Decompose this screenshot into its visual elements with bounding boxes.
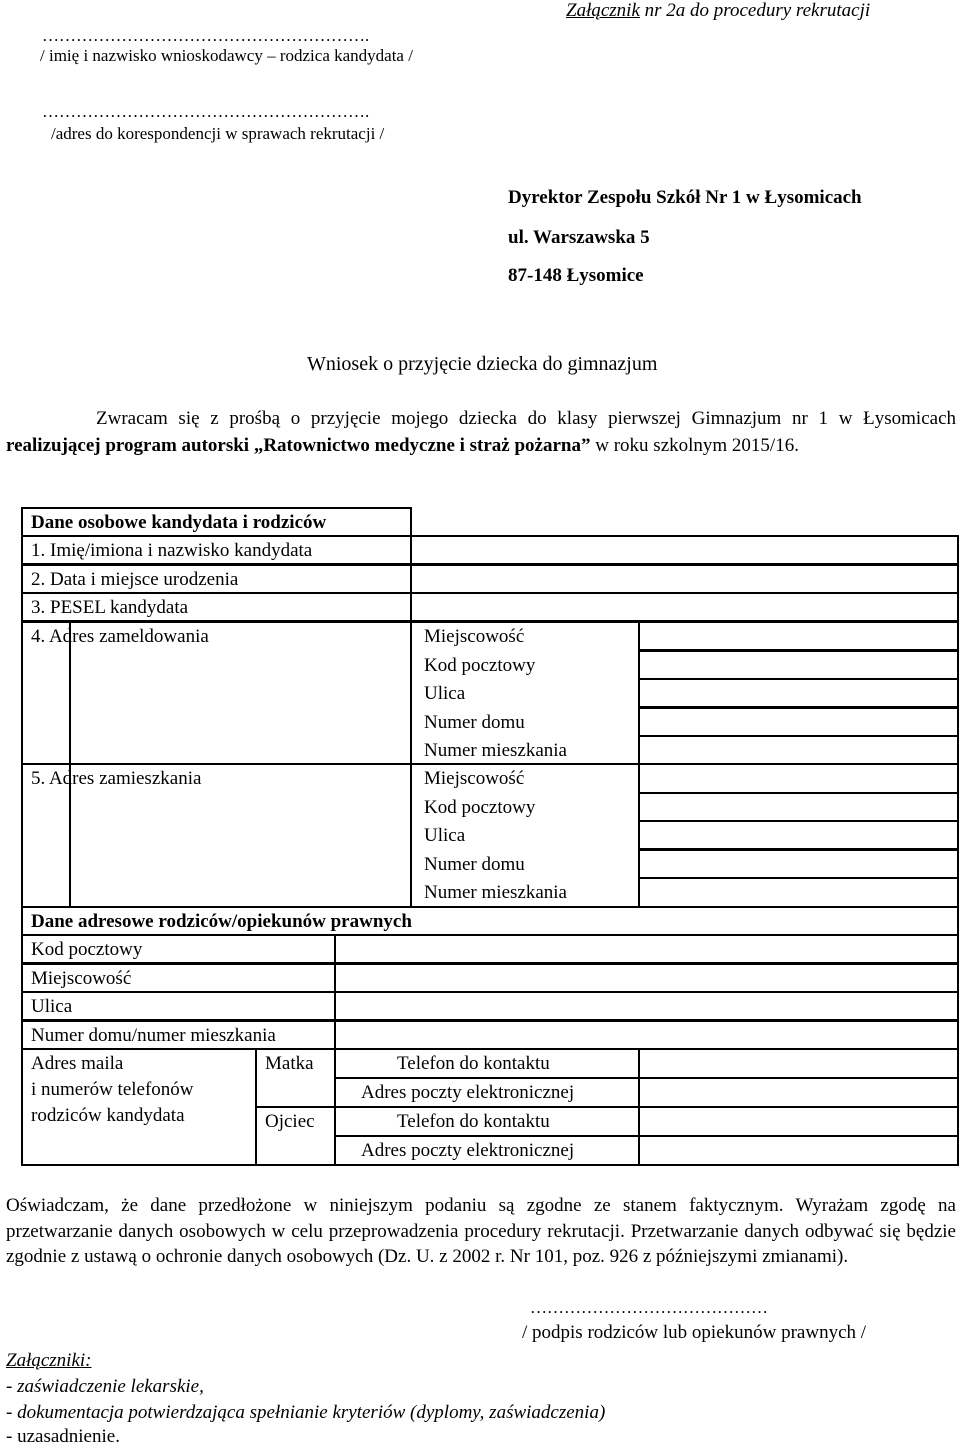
row5-field-numer-mieszkania: Numer mieszkania [424, 882, 567, 903]
row4-input1[interactable] [638, 621, 959, 651]
row4-field-numer-domu: Numer domu [424, 712, 525, 733]
row5-field-kod: Kod pocztowy [424, 797, 536, 818]
row5-label: 5. Adres zamieszkania [31, 768, 202, 789]
parent-field-numer: Numer domu/numer mieszkania [31, 1025, 276, 1046]
attachment-item-2: - dokumentacja potwierdzająca spełnianie kryteriów (dyplomy, zaświadczenia) [6, 1402, 606, 1423]
parent-field2-input[interactable] [334, 963, 959, 993]
row1-input[interactable] [410, 535, 959, 565]
father-phone-input[interactable] [638, 1106, 959, 1137]
contact-label-line1: Adres maila [31, 1053, 124, 1074]
parent-field-kod: Kod pocztowy [31, 939, 143, 960]
row2-label: 2. Data i miejsce urodzenia [31, 569, 239, 590]
attachment-header [566, 0, 870, 22]
signature-dots: …………………………………… [530, 1298, 768, 1317]
row5-input3[interactable] [638, 820, 959, 850]
row4-label: 4. Adres zameldowania [31, 626, 209, 647]
applicant-label: / imię i nazwisko wnioskodawcy – rodzica kandydata / [40, 46, 413, 65]
row4-field-numer-mieszkania: Numer mieszkania [424, 740, 567, 761]
attachment-rest: nr 2a do procedury rekrutacji [639, 0, 871, 21]
row5-input5[interactable] [638, 877, 959, 908]
row3-input[interactable] [410, 592, 959, 622]
contact-label-line2: i numerów telefonów [31, 1079, 194, 1100]
row5-input2[interactable] [638, 792, 959, 822]
contact-label-line3: rodziców kandydata [31, 1105, 185, 1126]
applicant-dots: …………………………………………………. [42, 26, 370, 45]
father-label: Ojciec [265, 1111, 315, 1132]
recipient-line2: ul. Warszawska 5 [508, 227, 650, 248]
row4-field-kod: Kod pocztowy [424, 655, 536, 676]
row4-field-ulica: Ulica [424, 683, 466, 704]
attachment-word: Załącznik [566, 0, 640, 21]
row4-input2[interactable] [638, 650, 959, 680]
parent-field-ulica: Ulica [31, 996, 73, 1017]
recipient-line1: Dyrektor Zespołu Szkół Nr 1 w Łysomicach [508, 187, 862, 208]
parent-field-miejscowosc: Miejscowość [31, 968, 132, 989]
attachment-item-1: - zaświadczenie lekarskie, [6, 1376, 204, 1397]
intro-part2: w roku szkolnym 2015/16. [590, 435, 799, 456]
signature-label: / podpis rodziców lub opiekunów prawnych / [522, 1322, 867, 1343]
parent-field3-input[interactable] [334, 991, 959, 1021]
row2-input[interactable] [410, 564, 959, 594]
row5-input4[interactable] [638, 849, 959, 879]
page-title: Wniosek o przyjęcie dziecka do gimnazjum [307, 353, 658, 375]
mother-email-label: Adres poczty elektronicznej [361, 1082, 575, 1103]
address-label: /adres do korespondencji w sprawach rekrutacji / [51, 124, 385, 143]
attachment-item-3: - uzasadnienie. [6, 1426, 120, 1447]
declaration: Oświadczam, że dane przedłożone w niniejszym podaniu są zgodne ze stanem faktycznym. Wyrażam zgodę na przetwarzanie danych osobowych w celu przeprowadzenia procedury rekrutacji. Przetwarzanie danych odbywać się będzie zgodnie z ustawą o ochronie danych osobowych (Dz. U. z 2002 r. Nr 101, poz. 926 z późniejszymi zmianami). [6, 1195, 956, 1267]
section1-title: Dane osobowe kandydata i rodziców [31, 512, 327, 533]
father-phone-label: Telefon do kontaktu [397, 1111, 550, 1132]
parent-field4-input[interactable] [334, 1020, 959, 1050]
row4-field-miejscowosc: Miejscowość [424, 626, 525, 647]
intro-bold: realizującej program autorski „Ratownictwo medyczne i straż pożarna” [6, 435, 591, 456]
row3-label: 3. PESEL kandydata [31, 597, 189, 618]
row5-field-miejscowosc: Miejscowość [424, 768, 525, 789]
parent-field1-input[interactable] [334, 934, 959, 964]
row1-label: 1. Imię/imiona i nazwisko kandydata [31, 540, 313, 561]
father-email-label: Adres poczty elektronicznej [361, 1140, 575, 1161]
mother-label: Matka [265, 1053, 314, 1074]
mother-phone-label: Telefon do kontaktu [397, 1053, 550, 1074]
row5-field-ulica: Ulica [424, 825, 466, 846]
intro-paragraph [6, 405, 956, 459]
row4-input5[interactable] [638, 735, 959, 765]
intro-part1: Zwracam się z prośbą o przyjęcie mojego dziecka do klasy pierwszej Gimnazjum nr 1 w Łysomicach [96, 408, 956, 429]
father-email-input[interactable] [638, 1135, 959, 1166]
section2-title: Dane adresowe rodziców/opiekunów prawnych [31, 911, 412, 932]
row5-field-numer-domu: Numer domu [424, 854, 525, 875]
mother-phone-input[interactable] [638, 1048, 959, 1079]
row4-input3[interactable] [638, 678, 959, 708]
row5-input1[interactable] [638, 763, 959, 794]
row4-input4[interactable] [638, 707, 959, 737]
address-dots: …………………………………………………. [42, 102, 370, 121]
recipient-line3: 87-148 Łysomice [508, 265, 644, 286]
attachments-title: Załączniki: [6, 1350, 92, 1371]
mother-email-input[interactable] [638, 1077, 959, 1108]
